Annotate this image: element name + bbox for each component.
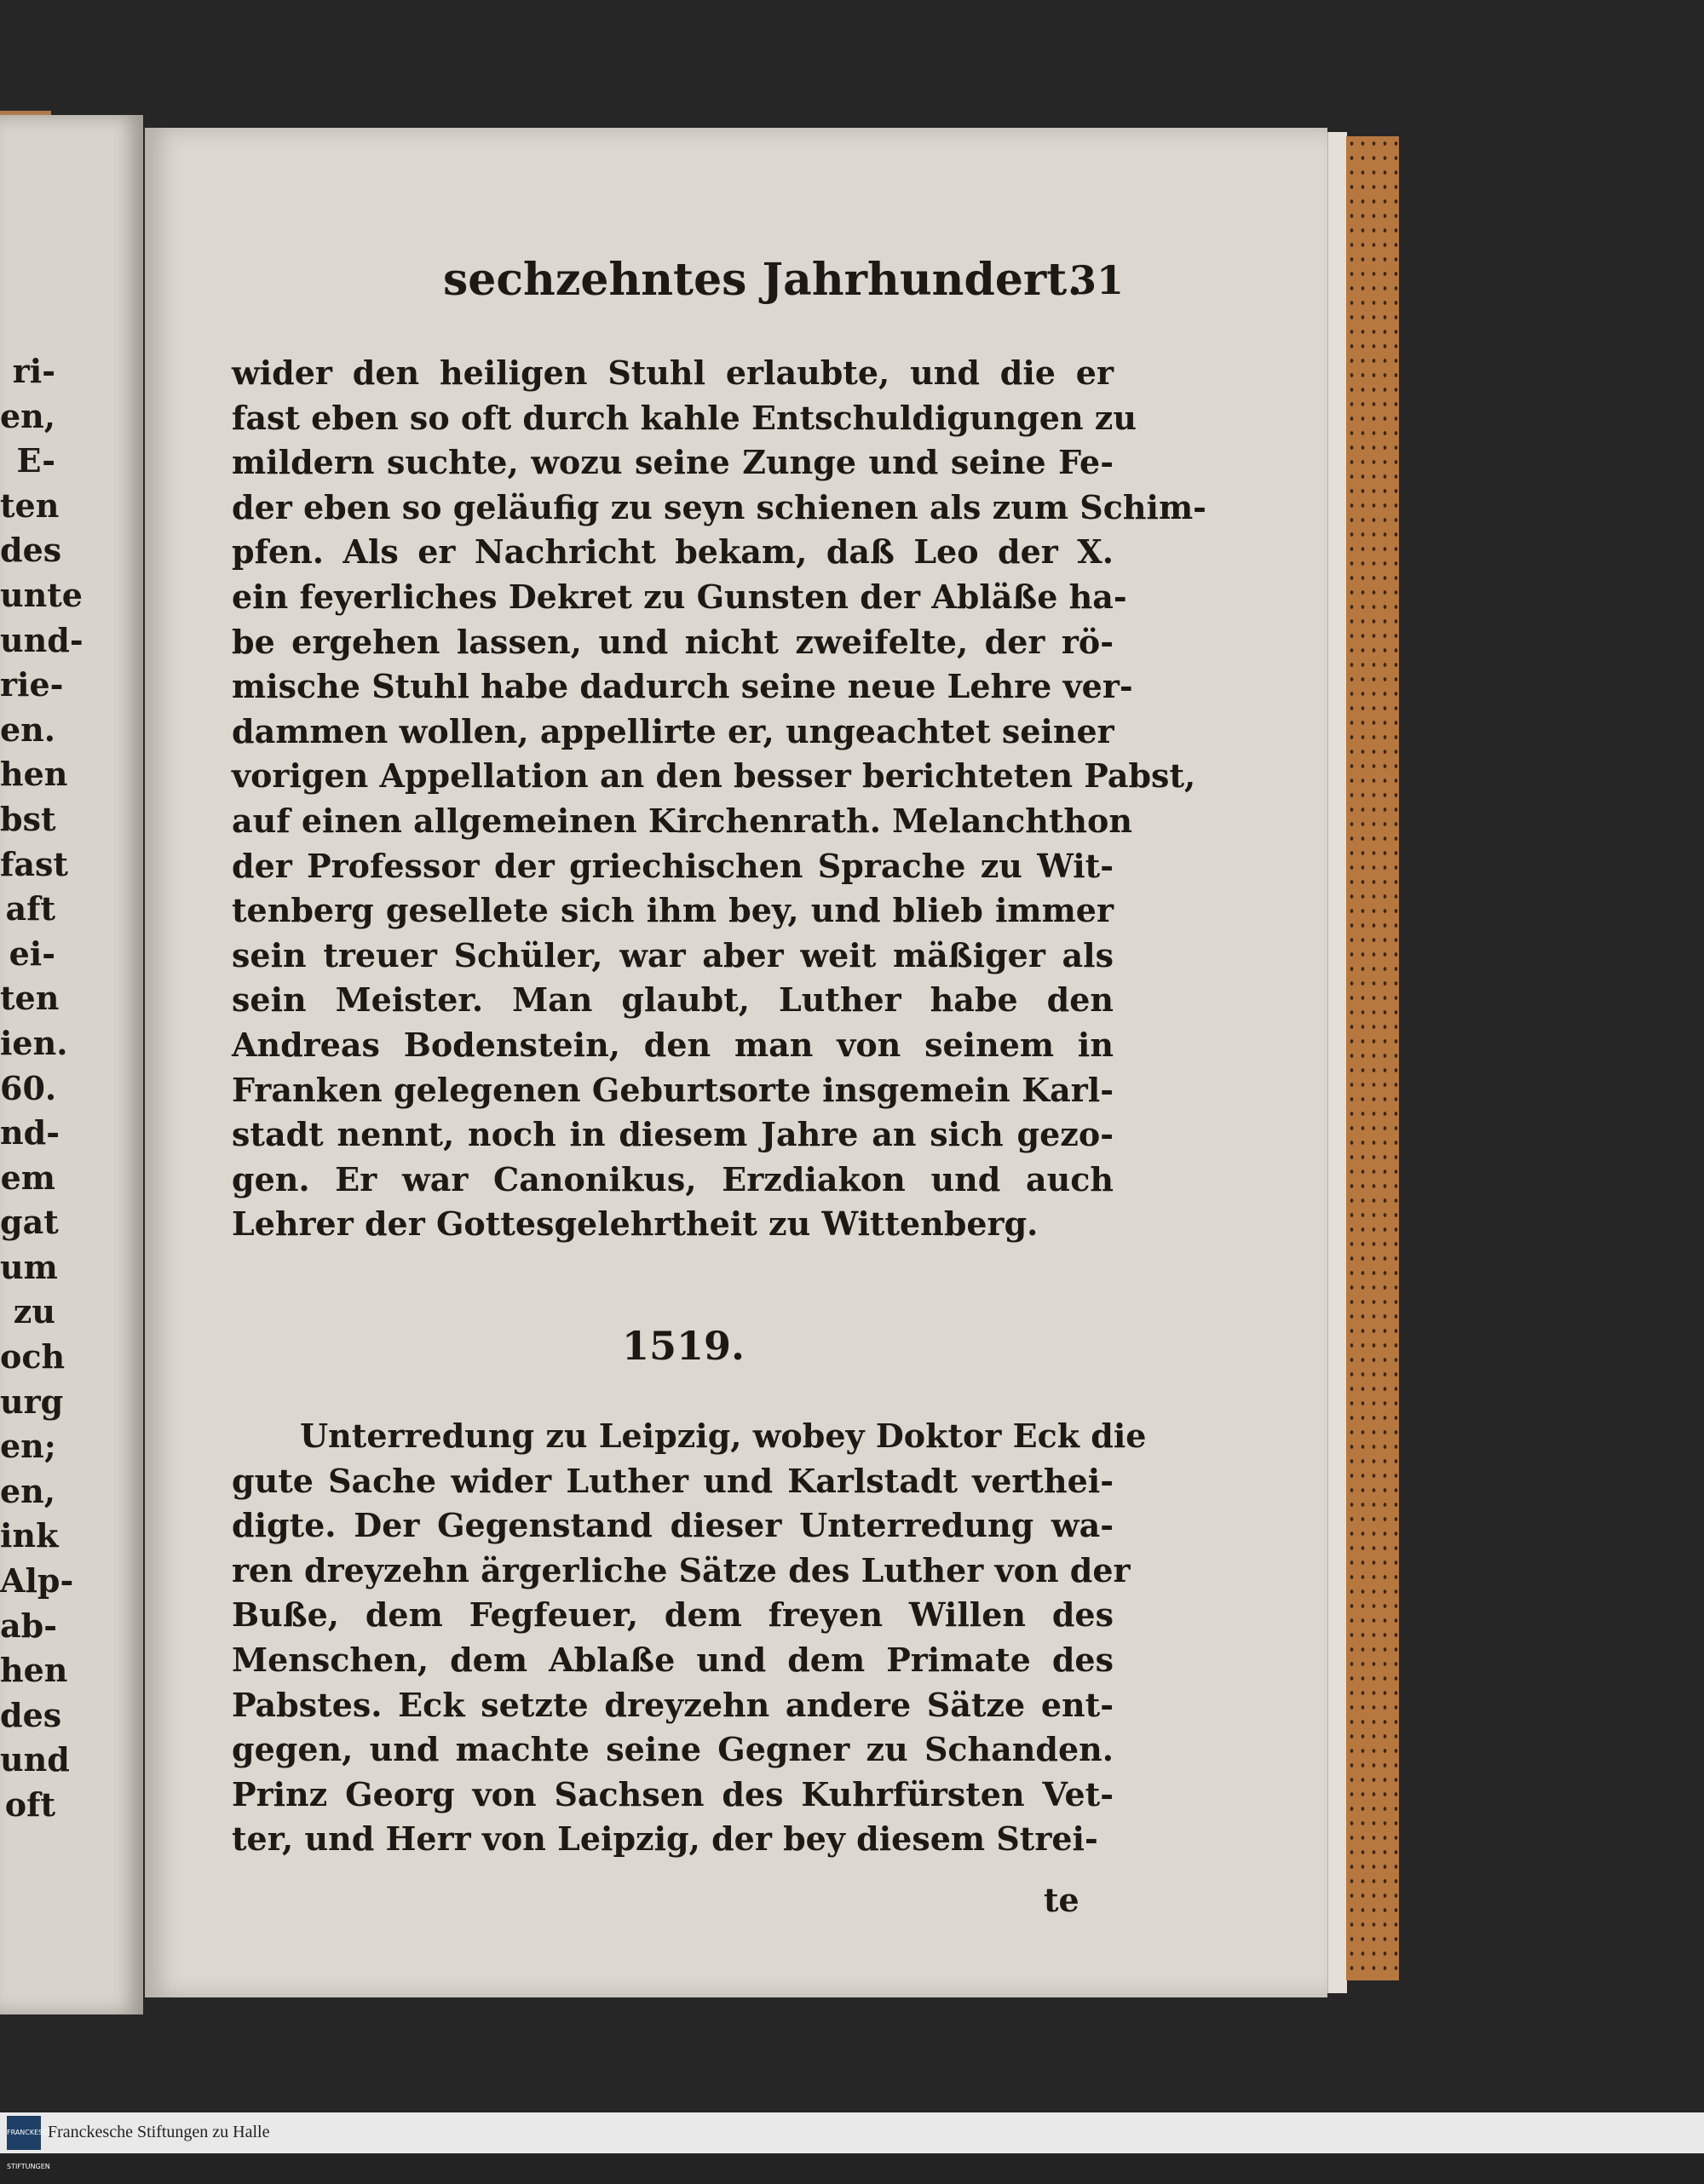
text-line: wider den heiligen Stuhl erlaubte, und die er [232,353,1114,392]
text-line: gute Sache wider Luther und Karlstadt verthei- [232,1461,1114,1500]
facing-page-fragment: 60. [0,1068,57,1107]
running-head: sechzehntes Jahrhundert. [443,254,1083,306]
text-line: digte. Der Gegenstand dieser Unterredung wa- [232,1506,1114,1545]
text-line: ter, und Herr von Leipzig, der bey diesem Strei- [232,1819,1098,1859]
facing-page-fragment: en, [0,1471,56,1510]
text-line: Buße, dem Fegfeuer, dem freyen Willen des [232,1595,1114,1635]
text-line: Pabstes. Eck setzte dreyzehn andere Sätze ent- [232,1685,1114,1724]
text-line: gegen, und machte seine Gegner zu Schanden. [232,1730,1114,1769]
facing-page-fragment: fast [0,844,68,883]
facing-page-fragment: unte [0,575,83,614]
facing-page-fragment: E- [16,441,55,480]
facing-page-fragment: um [0,1247,58,1286]
text-line: der eben so geläufig zu seyn schienen als zum Schim- [232,487,1206,526]
text-line: Franken gelegenen Geburtsorte insgemein Karl- [232,1070,1114,1109]
facing-page-fragment: rie- [0,665,64,704]
facing-page-fragment: urg [0,1382,64,1421]
facing-page-fragment: en, [0,396,56,435]
text-line: stadt nennt, noch in diesem Jahre an sich gezo- [232,1115,1114,1154]
text-line: der Professor der griechischen Sprache zu Wit- [232,846,1114,885]
facing-page-fragment: ten [0,486,60,525]
text-line: Unterredung zu Leipzig, wobey Doktor Eck die [300,1417,1147,1455]
facing-page-fragment: ri- [12,352,55,390]
facing-page-fragment: und [0,1740,70,1779]
facing-page-fragment: gat [0,1203,59,1242]
facing-page-fragment: ink [0,1516,59,1555]
text-line: auf einen allgemeinen Kirchenrath. Melanchthon [232,801,1133,840]
institution-logo: FRANCKESCHE STIFTUNGEN [7,2116,41,2150]
text-line: Menschen, dem Ablaße und dem Primate des [232,1640,1114,1679]
text-line: ein feyerliches Dekret zu Gunsten der Abläße ha- [232,577,1127,616]
facing-page-fragment: Alp- [0,1561,74,1601]
facing-page-fragment: zu [13,1292,55,1331]
year-heading: 1519. [622,1323,746,1369]
paragraph-1 [232,351,1206,1247]
text-line: Andreas Bodenstein, den man von seinem in [232,1025,1114,1064]
facing-page-fragment: hen [0,755,68,794]
text-line: sein Meister. Man glaubt, Luther habe den [232,980,1114,1020]
text-line: mildern suchte, wozu seine Zunge und seine Fe- [232,443,1114,482]
facing-page-fragment: und- [0,620,83,659]
text-line: vorigen Appellation an den besser berichteten Pabst, [232,756,1196,796]
page-fore-edge [1327,132,1347,1993]
facing-page-fragment: aft [5,889,55,928]
text-line: Lehrer der Gottesgelehrtheit zu Wittenberg. [232,1204,1039,1244]
facing-page-fragment: bst [0,799,56,838]
institution-name: Franckesche Stiftungen zu Halle [48,2123,270,2141]
facing-page-fragment: des [0,531,62,570]
facing-page-fragment: ei- [9,934,55,973]
facing-page-fragment: ab- [0,1606,57,1645]
text-line: fast eben so oft durch kahle Entschuldigungen zu [232,398,1137,437]
text-line: mische Stuhl habe dadurch seine neue Lehre ver- [232,667,1133,706]
text-line: tenberg gesellete sich ihm bey, und blieb immer [232,891,1114,930]
facing-page-fragment: en; [0,1427,56,1466]
facing-page-fragment: ien. [0,1023,68,1062]
text-line: dammen wollen, appellirte er, ungeachtet seiner [232,711,1114,750]
facing-page-fragment: en. [0,710,56,749]
facing-page-fragment: des [0,1695,62,1734]
catchword: te [1044,1881,1079,1919]
facing-page-fragment: em [0,1158,55,1197]
facing-page-fragment: ten [0,979,60,1018]
text-line: sein treuer Schüler, war aber weit mäßiger als [232,935,1114,974]
facing-page-fragment: hen [0,1651,68,1690]
text-line: pfen. Als er Nachricht bekam, daß Leo der X. [232,532,1114,572]
page-number: 31 [1069,257,1125,303]
facing-page-fragment: och [0,1337,66,1376]
facing-page-text [0,349,83,1828]
text-line: be ergehen lassen, und nicht zweifelte, der rö- [232,622,1114,661]
paragraph-2 [232,1414,1147,1862]
facing-page-fragment: oft [4,1785,55,1824]
facing-page-fragment: nd- [0,1113,60,1152]
text-line: ren dreyzehn ärgerliche Sätze des Luther von der [232,1550,1131,1589]
text-line: gen. Er war Canonikus, Erzdiakon und auch [232,1159,1114,1198]
text-line: Prinz Georg von Sachsen des Kuhrfürsten Vet- [232,1774,1114,1813]
cover-edge [1346,136,1399,1980]
